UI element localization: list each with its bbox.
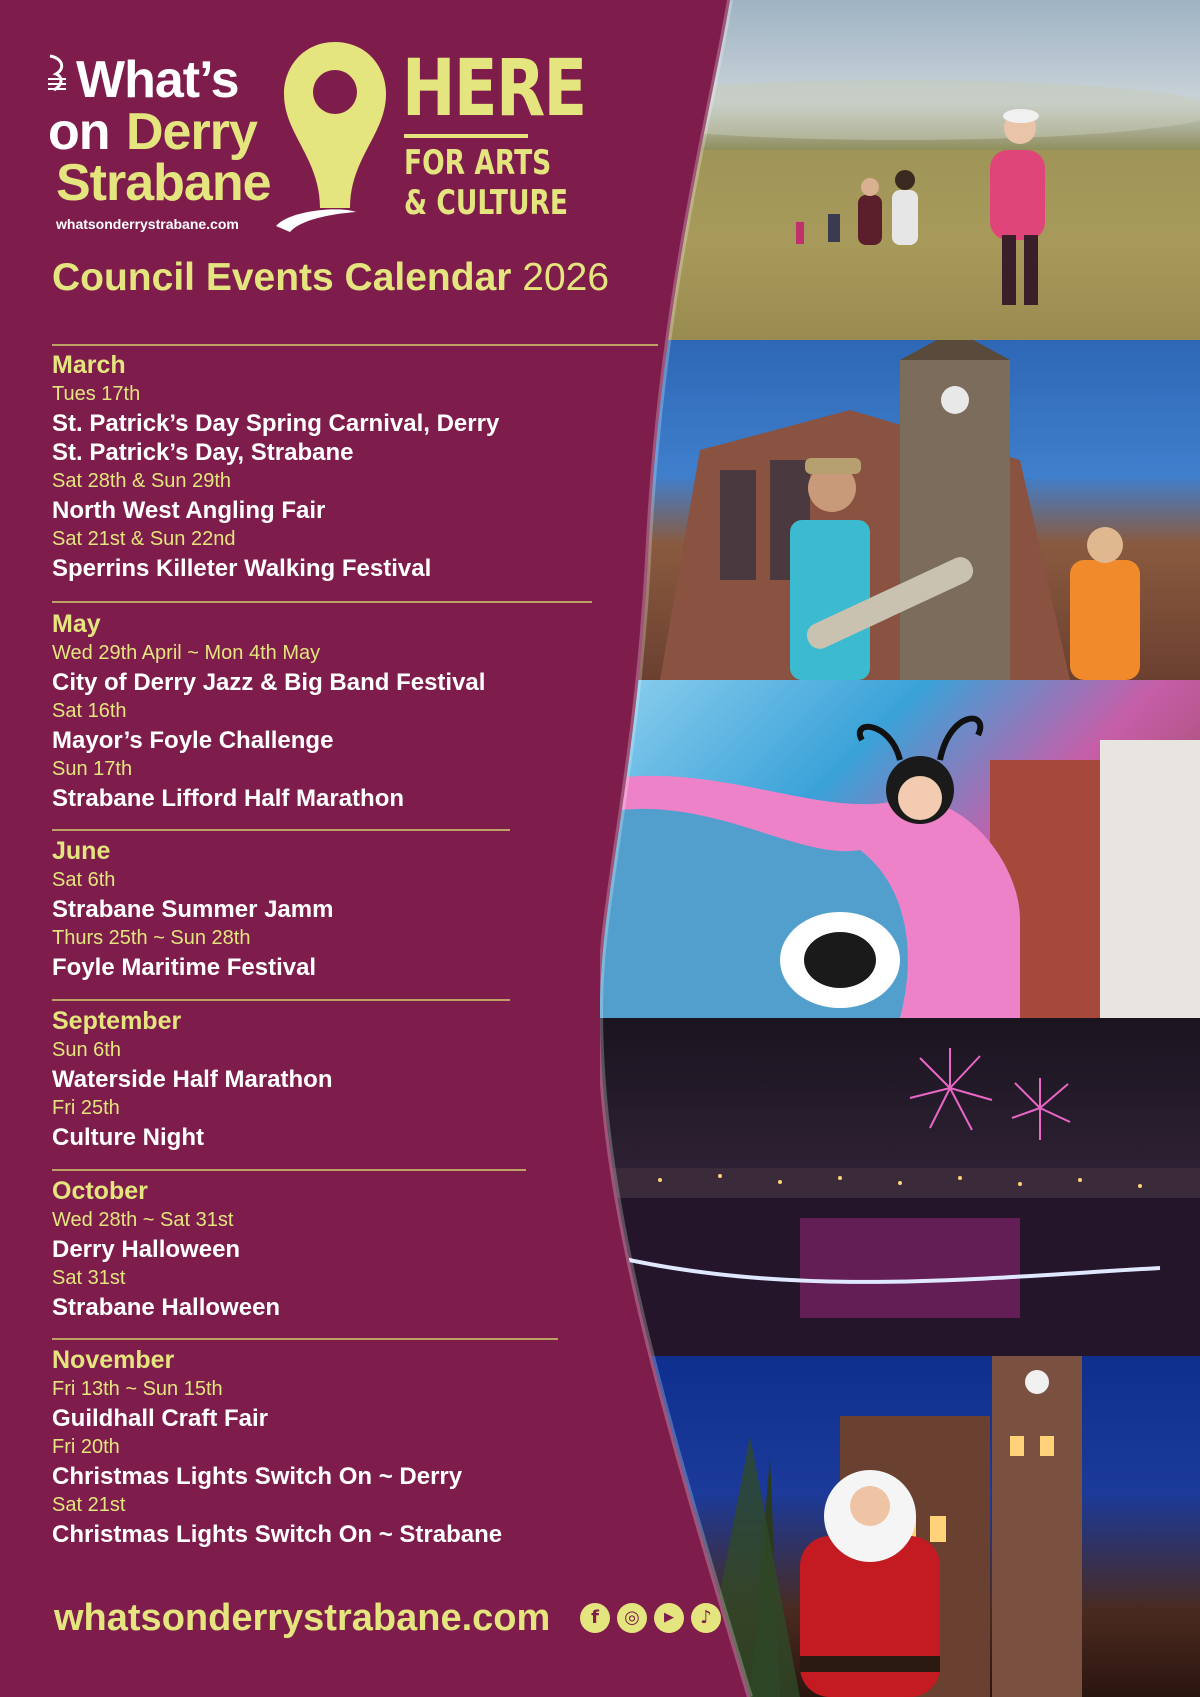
event-title: Foyle Maritime Festival xyxy=(52,954,317,981)
event-date: Sun 6th xyxy=(52,1039,121,1061)
section-june xyxy=(52,836,333,982)
month-heading: November xyxy=(52,1346,175,1374)
event-date: Sat 16th xyxy=(52,700,127,722)
section-march xyxy=(52,350,499,583)
section-october xyxy=(52,1176,280,1322)
month-heading: October xyxy=(52,1177,148,1205)
event-date: Thurs 25th ~ Sun 28th xyxy=(52,927,251,949)
logo-url: whatsonderrystrabane.com xyxy=(56,216,239,232)
event-title: City of Derry Jazz & Big Band Festival xyxy=(52,669,486,696)
facebook-icon[interactable]: f xyxy=(580,1603,610,1633)
event-date: Sat 21st & Sun 22nd xyxy=(52,528,236,550)
event-date: Sun 17th xyxy=(52,758,133,780)
event-title: Derry Halloween xyxy=(52,1236,241,1263)
event-date: Fri 20th xyxy=(52,1436,120,1458)
swoosh-icon xyxy=(270,204,360,234)
event-date: Sat 31st xyxy=(52,1267,126,1289)
event-date: Tues 17th xyxy=(52,383,141,405)
tagline-culture: & CULTURE xyxy=(404,183,569,223)
section-september xyxy=(52,1006,333,1152)
section-may xyxy=(52,609,485,813)
council-crest-icon xyxy=(48,54,70,94)
instagram-icon[interactable]: ◎ xyxy=(617,1603,647,1633)
event-date: Wed 28th ~ Sat 31st xyxy=(52,1209,234,1231)
tagline-rule xyxy=(404,134,528,138)
logo-line-strabane: Strabane xyxy=(56,154,271,212)
event-title: Christmas Lights Switch On ~ Strabane xyxy=(52,1521,503,1548)
event-title: Guildhall Craft Fair xyxy=(52,1405,269,1432)
footer-website-link[interactable]: whatsonderrystrabane.com xyxy=(54,1597,551,1639)
section-november xyxy=(52,1345,502,1549)
event-date: Sat 28th & Sun 29th xyxy=(52,470,232,492)
event-date: Fri 25th xyxy=(52,1097,120,1119)
event-date: Wed 29th April ~ Mon 4th May xyxy=(52,642,321,664)
page-title xyxy=(52,256,609,300)
curve-edge xyxy=(600,0,1200,1697)
event-title: Waterside Half Marathon xyxy=(52,1066,333,1093)
title-main: Council Events Calendar xyxy=(52,256,512,299)
photo-column xyxy=(600,0,1200,1697)
event-title: Christmas Lights Switch On ~ Derry xyxy=(52,1463,463,1490)
month-heading: March xyxy=(52,351,126,379)
event-date: Sat 6th xyxy=(52,869,116,891)
divider xyxy=(52,344,658,346)
event-title: North West Angling Fair xyxy=(52,497,326,524)
event-title: Strabane Summer Jamm xyxy=(52,896,334,923)
event-title: St. Patrick’s Day, Strabane xyxy=(52,439,354,466)
event-title: Sperrins Killeter Walking Festival xyxy=(52,555,432,582)
divider xyxy=(52,829,510,831)
event-date: Sat 21st xyxy=(52,1494,126,1516)
map-pin-icon xyxy=(280,38,390,213)
divider xyxy=(52,1338,558,1340)
event-title: St. Patrick’s Day Spring Carnival, Derry xyxy=(52,410,500,437)
month-heading: May xyxy=(52,610,101,638)
site-logo xyxy=(48,44,586,244)
month-heading: September xyxy=(52,1007,182,1035)
tagline-here: HERE xyxy=(402,44,586,134)
youtube-icon[interactable]: ▶ xyxy=(654,1603,684,1633)
event-title: Strabane Halloween xyxy=(52,1294,281,1321)
logo-line-whats: What’s xyxy=(76,51,239,109)
tagline-for-arts: FOR ARTS xyxy=(404,143,552,183)
logo-line-on: on xyxy=(48,103,110,161)
event-title: Culture Night xyxy=(52,1124,204,1151)
divider xyxy=(52,999,510,1001)
title-year: 2026 xyxy=(522,256,610,299)
event-title: Mayor’s Foyle Challenge xyxy=(52,727,334,754)
logo-line-derry: Derry xyxy=(126,103,257,161)
event-title: Strabane Lifford Half Marathon xyxy=(52,785,405,812)
event-date: Fri 13th ~ Sun 15th xyxy=(52,1378,223,1400)
divider xyxy=(52,601,592,603)
divider xyxy=(52,1169,526,1171)
month-heading: June xyxy=(52,837,111,865)
tiktok-icon[interactable]: ♪ xyxy=(691,1603,721,1633)
